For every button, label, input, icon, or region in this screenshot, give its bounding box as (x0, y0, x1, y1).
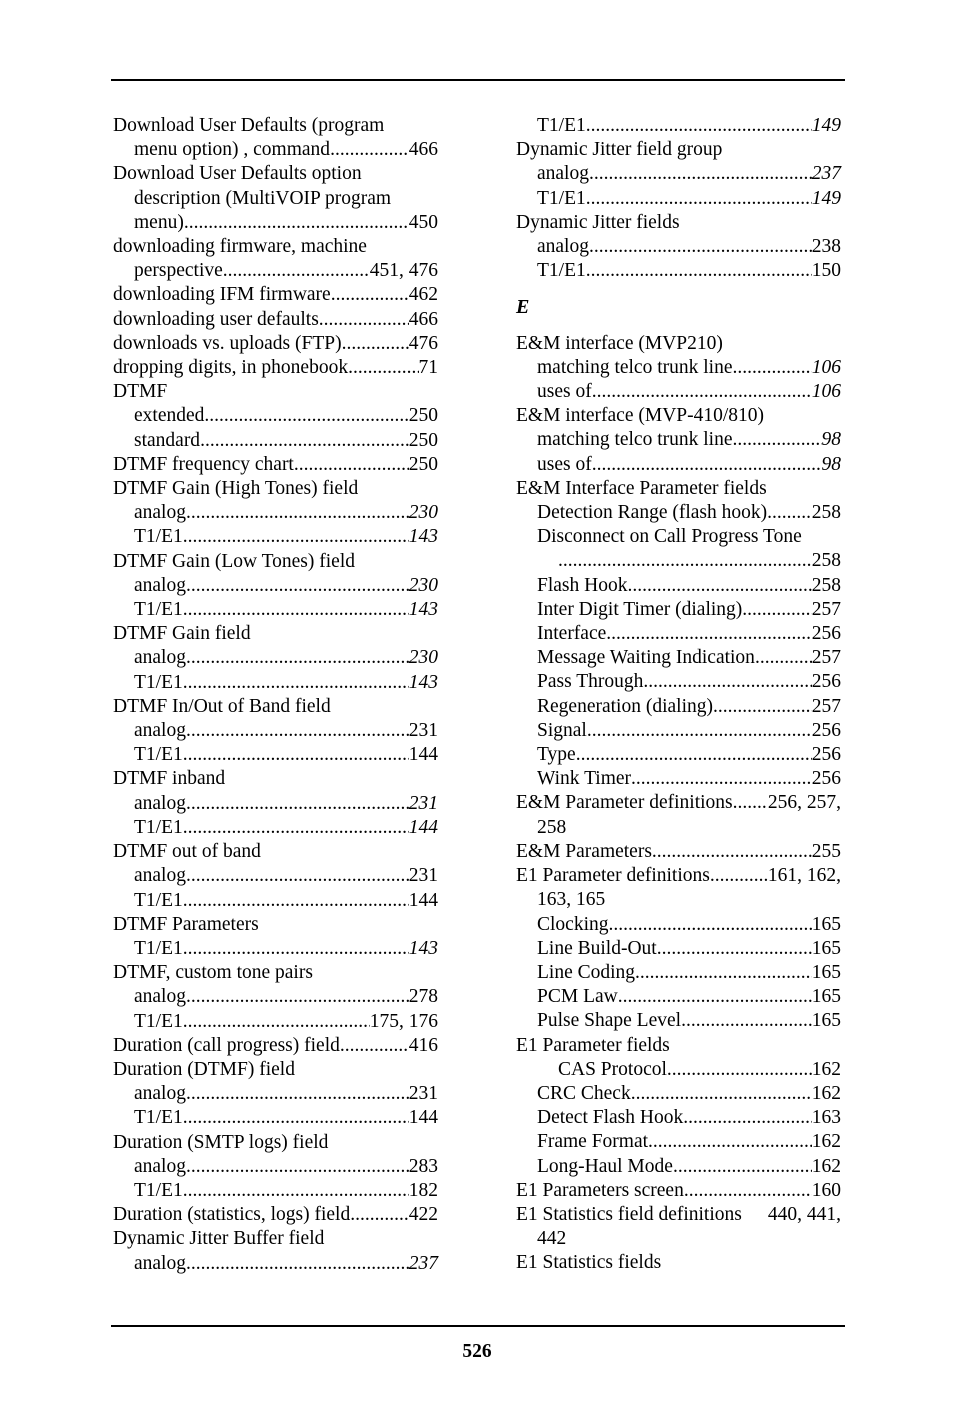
page-reference: 182 (408, 1179, 438, 1201)
page-reference: 231 (408, 865, 438, 887)
dot-leader (330, 138, 409, 162)
index-entry (516, 961, 841, 985)
index-entry-term: analog (537, 163, 589, 185)
index-entry-term: analog (134, 865, 186, 887)
page-reference: 143 (408, 526, 438, 548)
index-entry-term: Type (537, 744, 576, 766)
dot-leader (618, 985, 812, 1009)
dot-leader (631, 767, 812, 791)
page-reference: 161, 162, (767, 865, 841, 887)
index-entry-term: DTMF frequency chart (113, 453, 294, 475)
page-reference: 143 (408, 599, 438, 621)
index-heading: DTMF out of band (113, 841, 261, 863)
page-reference: 257 (811, 647, 841, 669)
dot-leader (587, 719, 812, 743)
page-reference: 237 (408, 1252, 438, 1274)
index-heading: Dynamic Jitter Buffer field (113, 1228, 325, 1250)
dot-leader (673, 1155, 812, 1179)
page-reference: 440, 441, (767, 1203, 841, 1225)
dot-leader (200, 429, 409, 453)
index-entry-term: Pass Through (537, 671, 644, 693)
page-reference: 144 (408, 744, 438, 766)
index-entry-text: downloading firmware, machine (113, 236, 367, 258)
index-entry (113, 816, 438, 840)
index-entry (113, 356, 438, 380)
index-entry (516, 235, 841, 259)
page-reference: 258 (811, 502, 841, 524)
page-reference: 143 (408, 671, 438, 693)
dot-leader (186, 864, 409, 888)
page-reference: 237 (811, 163, 841, 185)
index-entry-term: Detect Flash Hook (537, 1107, 684, 1129)
dot-leader (331, 283, 409, 307)
page-reference: 162 (811, 1155, 841, 1177)
dot-leader (586, 259, 812, 283)
index-entry (516, 114, 841, 138)
index-entry (516, 1203, 841, 1227)
index-entry-term: menu) (134, 211, 184, 233)
index-entry (516, 695, 841, 719)
index-entry (113, 743, 438, 767)
index-entry (516, 913, 841, 937)
dot-leader (319, 308, 409, 332)
dot-leader (592, 453, 822, 477)
page-reference: 163 (811, 1107, 841, 1129)
page-reference: 256 (811, 744, 841, 766)
index-entry-term: Signal (537, 719, 587, 741)
index-heading: Dynamic Jitter fields (516, 211, 680, 233)
page-reference: 144 (408, 816, 438, 838)
dot-leader (733, 428, 822, 452)
index-entry (113, 1010, 438, 1034)
index-entry (113, 574, 438, 598)
index-entry (113, 1034, 438, 1058)
index-entry-term: downloading IFM firmware (113, 284, 331, 306)
index-entry-term: E1 Statistics field definitions (516, 1203, 742, 1225)
page-reference: 162 (811, 1082, 841, 1104)
index-entry-term: Pulse Shape Level (537, 1010, 682, 1032)
index-entry-term: standard (134, 429, 201, 451)
index-entry-term: T1/E1 (134, 526, 183, 548)
index-entry-term: downloads vs. uploads (FTP) (113, 332, 342, 354)
index-entry-term: analog (134, 720, 186, 742)
index-entry (516, 622, 841, 646)
dot-leader (183, 1106, 409, 1130)
dot-leader (183, 598, 409, 622)
index-column-left (113, 114, 438, 1276)
page-reference: 231 (408, 1083, 438, 1105)
page-reference: 175, 176 (369, 1010, 438, 1032)
index-entry (113, 671, 438, 695)
index-heading: E&M interface (MVP210) (516, 332, 723, 354)
page-reference: 451, 476 (369, 260, 438, 282)
index-entry (113, 404, 438, 428)
dot-leader (183, 816, 409, 840)
page-reference-continuation: 163, 165 (537, 889, 606, 911)
dot-leader (186, 719, 409, 743)
index-entry-term: E1 Parameters screen (516, 1179, 684, 1201)
index-entry-term: matching telco trunk line (537, 429, 733, 451)
index-entry-term: analog (134, 1155, 186, 1177)
index-entry (516, 1179, 841, 1203)
page-reference: 71 (418, 357, 438, 379)
index-heading: Dynamic Jitter field group (516, 139, 723, 161)
index-heading: DTMF (113, 381, 168, 403)
index-heading: Duration (SMTP logs) field (113, 1131, 329, 1153)
dot-leader (733, 791, 768, 815)
page-reference: 250 (408, 429, 438, 451)
index-entry (516, 598, 841, 622)
dot-leader (184, 211, 409, 235)
page-reference: 149 (811, 187, 841, 209)
dot-leader (652, 840, 812, 864)
index-entry-term: Line Build-Out (537, 937, 657, 959)
dot-leader (667, 1058, 812, 1082)
index-heading: Disconnect on Call Progress Tone (537, 526, 802, 548)
page-reference: 231 (408, 792, 438, 814)
dot-leader (631, 1082, 812, 1106)
dot-leader (586, 114, 812, 138)
index-entry (516, 791, 841, 815)
dot-leader (609, 913, 812, 937)
page-reference: 250 (408, 405, 438, 427)
index-heading: E1 Statistics fields (516, 1252, 662, 1274)
index-entry (516, 574, 841, 598)
index-entry-term: analog (134, 986, 186, 1008)
dot-leader (350, 1203, 409, 1227)
dot-leader (755, 646, 812, 670)
page-reference: 466 (408, 308, 438, 330)
dot-leader (733, 356, 812, 380)
dot-leader (627, 574, 811, 598)
dot-leader (657, 937, 812, 961)
page-reference: 230 (408, 647, 438, 669)
dot-leader (186, 574, 409, 598)
dot-leader (589, 162, 812, 186)
dot-leader (186, 792, 409, 816)
dot-leader (558, 549, 812, 573)
page-reference: 476 (408, 332, 438, 354)
index-entry-term: T1/E1 (134, 816, 183, 838)
index-entry (113, 211, 438, 235)
index-entry (516, 259, 841, 283)
index-entry-term: analog (134, 647, 186, 669)
dot-leader (204, 404, 408, 428)
index-entry-term: Interface (537, 623, 607, 645)
index-entry (516, 985, 841, 1009)
page-reference: 422 (408, 1204, 438, 1226)
index-entry (113, 259, 438, 283)
dot-leader (183, 1179, 409, 1203)
index-entry (516, 356, 841, 380)
index-entry-term: downloading user defaults (113, 308, 319, 330)
index-entry (113, 429, 438, 453)
dot-leader (684, 1179, 812, 1203)
index-entry-term: Flash Hook (537, 574, 628, 596)
index-entry (113, 138, 438, 162)
index-entry (113, 501, 438, 525)
page-reference-continuation: 442 (537, 1228, 567, 1250)
index-entry-term: E&M Parameters (516, 840, 652, 862)
dot-leader (348, 356, 418, 380)
dot-leader (643, 670, 811, 694)
page-reference: 256, 257, (767, 792, 841, 814)
dot-leader (186, 1082, 409, 1106)
index-entry-term: CAS Protocol (558, 1058, 667, 1080)
index-heading: DTMF, custom tone pairs (113, 962, 313, 984)
page-reference: 165 (811, 937, 841, 959)
index-entry-term: PCM Law (537, 986, 618, 1008)
index-entry (516, 549, 841, 573)
page-reference: 165 (811, 986, 841, 1008)
index-entry (113, 1155, 438, 1179)
index-entry (516, 501, 841, 525)
index-entry-term: T1/E1 (134, 937, 183, 959)
index-entry-term: analog (134, 1083, 186, 1105)
page-reference: 162 (811, 1131, 841, 1153)
index-entry-term: T1/E1 (134, 1179, 183, 1201)
page-reference: 257 (811, 695, 841, 717)
dot-leader (342, 332, 409, 356)
index-entry-term: Duration (call progress) field (113, 1034, 340, 1056)
index-entry-term: Inter Digit Timer (dialing) (537, 598, 743, 620)
page-reference: 98 (821, 453, 841, 475)
page-reference: 149 (811, 115, 841, 136)
index-entry (516, 767, 841, 791)
dot-leader (648, 1130, 812, 1154)
dot-leader (576, 743, 812, 767)
index-entry (113, 1106, 438, 1130)
dot-leader (186, 1155, 409, 1179)
index-entry (516, 719, 841, 743)
page-reference: 278 (408, 986, 438, 1008)
dot-leader (713, 695, 812, 719)
page-reference: 258 (811, 574, 841, 596)
index-entry (516, 864, 841, 888)
index-entry-term: uses of (537, 381, 592, 403)
index-heading: DTMF Gain field (113, 623, 251, 645)
header-rule (111, 79, 845, 81)
index-entry (516, 1106, 841, 1130)
index-entry-term: analog (134, 502, 186, 524)
dot-leader (340, 1034, 409, 1058)
index-entry (516, 646, 841, 670)
page-reference: 230 (408, 574, 438, 596)
dot-leader (681, 1009, 812, 1033)
index-entry-term: E1 Parameter definitions (516, 865, 710, 887)
index-entry (516, 1155, 841, 1179)
page-reference: 416 (408, 1034, 438, 1056)
page-reference: 165 (811, 913, 841, 935)
index-entry (516, 428, 841, 452)
index-entry-term: Line Coding (537, 961, 636, 983)
index-entry (113, 598, 438, 622)
dot-leader (606, 622, 811, 646)
index-entry-term: menu option) , command (134, 139, 331, 161)
index-entry-term: analog (134, 574, 186, 596)
index-entry (516, 1009, 841, 1033)
page-reference: 143 (408, 937, 438, 959)
index-entry (113, 1252, 438, 1276)
index-heading: E&M Interface Parameter fields (516, 477, 767, 499)
page-reference: 466 (408, 139, 438, 161)
dot-leader (183, 525, 409, 549)
index-entry (113, 864, 438, 888)
page-reference: 283 (408, 1155, 438, 1177)
page-reference: 462 (408, 284, 438, 306)
index-entry-term: CRC Check (537, 1082, 631, 1104)
index-entry (113, 1179, 438, 1203)
index-entry-term: T1/E1 (537, 187, 586, 209)
section-letter: E (516, 296, 530, 319)
dot-leader (223, 259, 370, 283)
page-reference: 106 (811, 356, 841, 378)
index-heading: DTMF inband (113, 768, 226, 790)
index-entry (113, 283, 438, 307)
page-reference: 255 (811, 840, 841, 862)
index-entry-term: Regeneration (dialing) (537, 695, 713, 717)
index-entry-term: dropping digits, in phonebook (113, 357, 349, 379)
page-reference: 162 (811, 1058, 841, 1080)
dot-leader (186, 1252, 409, 1276)
index-entry (516, 380, 841, 404)
dot-leader (742, 598, 811, 622)
index-entry (516, 453, 841, 477)
index-entry (113, 985, 438, 1009)
index-entry-term: Duration (statistics, logs) field (113, 1204, 351, 1226)
page-reference: 450 (408, 211, 438, 233)
page-reference: 256 (811, 719, 841, 741)
index-entry (113, 889, 438, 913)
dot-leader (186, 501, 409, 525)
page-reference: 98 (821, 429, 841, 451)
index-entry-term: T1/E1 (134, 744, 183, 766)
index-entry-term: analog (537, 236, 589, 258)
index-entry-term: E&M Parameter definitions (516, 792, 733, 814)
index-entry (113, 332, 438, 356)
dot-leader (683, 1106, 812, 1130)
page-reference: 238 (811, 236, 841, 258)
index-entry-term: analog (134, 792, 186, 814)
index-entry-text: Download User Defaults (program (113, 115, 385, 136)
index-entry-term: analog (134, 1252, 186, 1274)
page-reference: 257 (811, 598, 841, 620)
index-heading: E&M interface (MVP-410/810) (516, 405, 765, 427)
index-heading: DTMF Parameters (113, 913, 259, 935)
index-heading: DTMF Gain (High Tones) field (113, 478, 359, 500)
index-entry (113, 453, 438, 477)
dot-leader (592, 380, 812, 404)
dot-leader (710, 864, 768, 888)
dot-leader (183, 743, 409, 767)
index-heading: Duration (DTMF) field (113, 1058, 295, 1080)
index-entry-term: T1/E1 (134, 889, 183, 911)
index-entry (113, 525, 438, 549)
index-entry (113, 719, 438, 743)
page-reference: 106 (811, 381, 841, 403)
dot-leader (183, 671, 409, 695)
index-entry (113, 1082, 438, 1106)
dot-leader (186, 646, 409, 670)
index-entry-term: Detection Range (flash hook) (537, 502, 768, 524)
index-entry-text: Download User Defaults option (113, 163, 362, 185)
dot-leader (586, 187, 812, 211)
index-entry (113, 308, 438, 332)
page-reference: 231 (408, 720, 438, 742)
index-entry-term: perspective (134, 260, 223, 282)
index-entry (516, 1130, 841, 1154)
index-entry (113, 792, 438, 816)
index-entry (113, 646, 438, 670)
dot-leader (186, 985, 409, 1009)
index-entry-continuation: description (MultiVOIP program (134, 187, 392, 209)
page-reference: 256 (811, 623, 841, 645)
index-entry (113, 1203, 438, 1227)
dot-leader (767, 501, 812, 525)
index-entry-term: T1/E1 (537, 115, 586, 136)
index-entry-term: Long-Haul Mode (537, 1155, 673, 1177)
index-entry (516, 1082, 841, 1106)
index-entry (516, 840, 841, 864)
dot-leader (183, 889, 409, 913)
page-reference: 256 (811, 768, 841, 790)
index-heading: DTMF Gain (Low Tones) field (113, 550, 355, 572)
index-entry-term: Message Waiting Indication (537, 647, 755, 669)
page-reference: 165 (811, 961, 841, 983)
index-entry-term: T1/E1 (134, 1010, 183, 1032)
index-heading: DTMF In/Out of Band field (113, 695, 331, 717)
page-reference: 150 (811, 260, 841, 282)
dot-leader (635, 961, 812, 985)
page-reference: 250 (408, 453, 438, 475)
page-reference: 144 (408, 889, 438, 911)
page-reference: 160 (811, 1179, 841, 1201)
index-entry-term: matching telco trunk line (537, 356, 733, 378)
index-entry-term: T1/E1 (134, 1107, 183, 1129)
index-entry-term: Clocking (537, 913, 609, 935)
footer-rule (111, 1325, 845, 1327)
index-entry (516, 162, 841, 186)
index-entry-term: T1/E1 (537, 260, 586, 282)
page-reference: 144 (408, 1107, 438, 1129)
dot-leader (294, 453, 409, 477)
index-entry (516, 743, 841, 767)
index-entry-term: Wink Timer (537, 768, 632, 790)
index-entry (516, 937, 841, 961)
index-entry-term: uses of (537, 453, 592, 475)
index-entry (516, 1058, 841, 1082)
dot-leader (183, 1010, 370, 1034)
dot-leader (183, 937, 409, 961)
index-entry (516, 670, 841, 694)
page-reference: 165 (811, 1010, 841, 1032)
index-heading: E1 Parameter fields (516, 1034, 670, 1056)
index-column-right (516, 114, 841, 1276)
page-number: 526 (462, 1341, 492, 1362)
index-entry-term: Frame Format (537, 1131, 649, 1153)
index-entry-term: T1/E1 (134, 671, 183, 693)
dot-leader (589, 235, 812, 259)
page-reference: 258 (811, 550, 841, 572)
page-reference: 230 (408, 502, 438, 524)
index-entry (113, 937, 438, 961)
index-entry (516, 187, 841, 211)
page-reference: 256 (811, 671, 841, 693)
index-entry-term: extended (134, 405, 205, 427)
index-entry-term: T1/E1 (134, 599, 183, 621)
page-reference-continuation: 258 (537, 816, 567, 838)
